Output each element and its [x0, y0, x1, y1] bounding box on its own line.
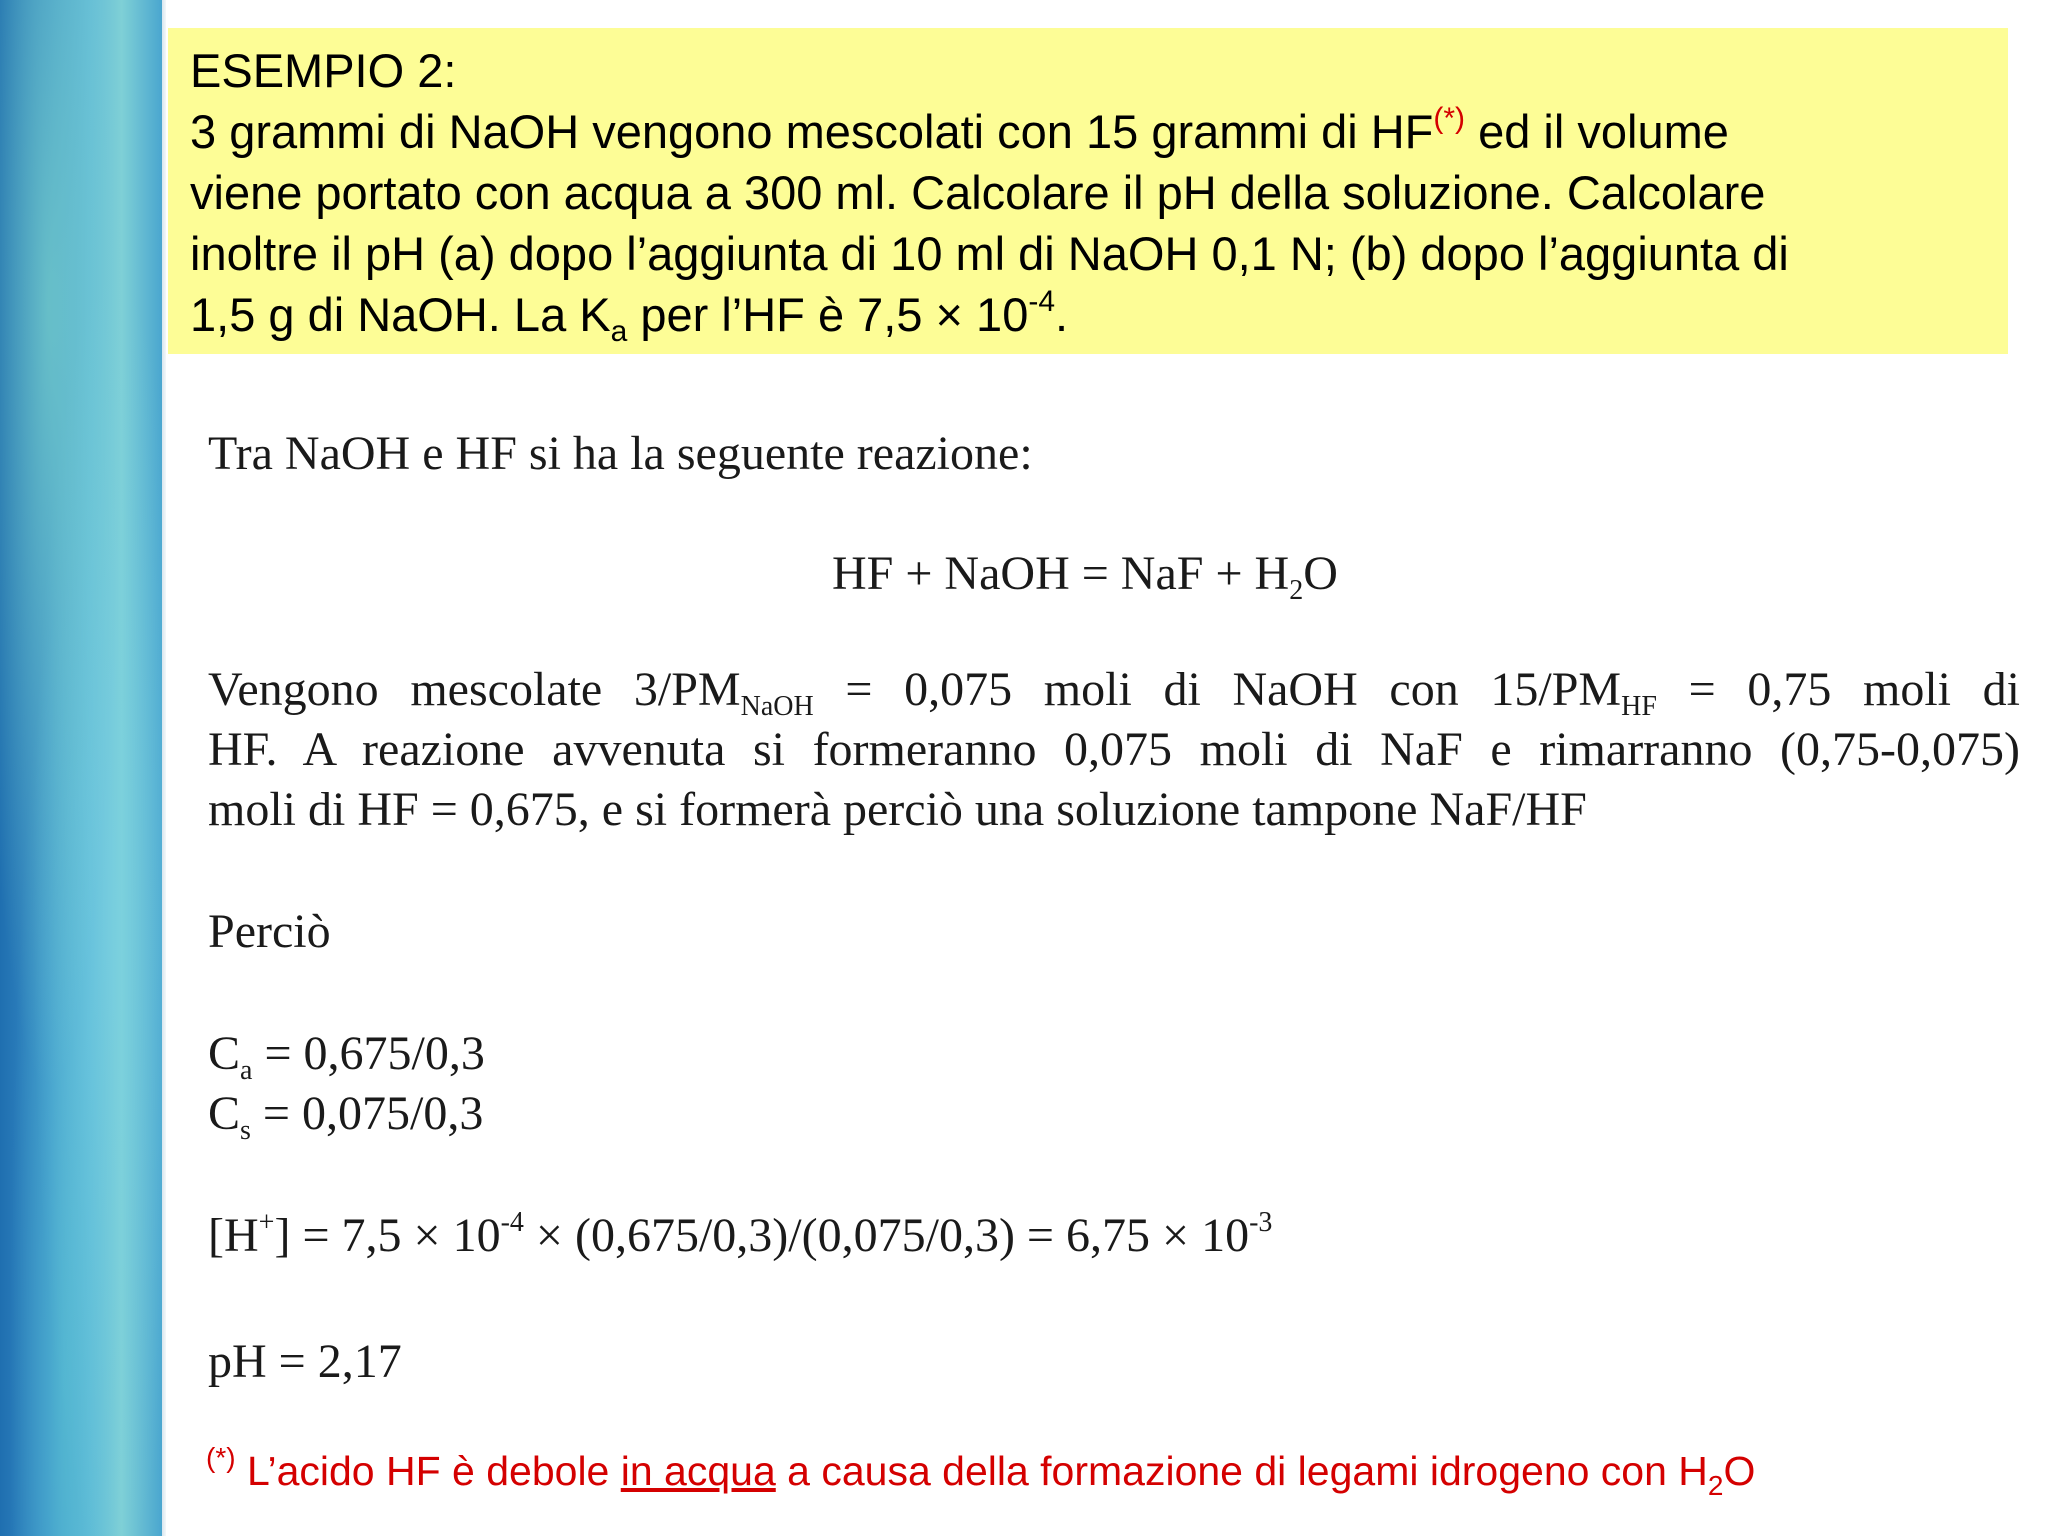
- problem-heading: ESEMPIO 2:: [190, 44, 457, 97]
- problem-line-1: 3 grammi di NaOH vengono mescolati con 15 grammi di HF(*) ed il volume: [190, 102, 1729, 158]
- footnote-reference-mark: (*): [1433, 102, 1466, 135]
- moles-line-2: HF. A reazione avvenuta si formeranno 0,075 moli di NaF e rimarranno (0,75-0,075): [208, 723, 2020, 776]
- reaction-equation: HF + NaOH = NaF + $H_2O$: [832, 547, 1338, 606]
- hydrogen-ion-calculation: $[H^+] = 7,5 \times 10^{-4} \times (0,675/0,3)/(0,075/0,3) = 6,75 \times 10^{-3}$: [208, 1207, 1273, 1262]
- salt-concentration: $C_s = 0,075/0,3$: [208, 1087, 484, 1146]
- sidebar-divider: [162, 0, 166, 1536]
- therefore-label: Perciò: [208, 905, 331, 958]
- acid-concentration: $C_a = 0,675/0,3$: [208, 1027, 485, 1086]
- moles-line-3: moli di HF = 0,675, e si formerà perciò una soluzione tampone NaF/HF: [208, 783, 1587, 836]
- problem-line-4: 1,5 g di NaOH. La $K_a$ per l’HF è $7,5 \times 10^{-4}$.: [190, 285, 1069, 348]
- solution-intro: Tra NaOH e HF si ha la seguente reazione:: [208, 427, 1033, 480]
- underlined-phrase: in acqua: [620, 1448, 776, 1494]
- footnote-mark: (*): [206, 1442, 236, 1473]
- problem-line-3: inoltre il pH (a) dopo l’aggiunta di 10 ml di NaOH 0,1 N; (b) dopo l’aggiunta di: [190, 227, 1789, 280]
- problem-line-2: viene portato con acqua a 300 ml. Calcolare il pH della soluzione. Calcolare: [190, 166, 1766, 219]
- moles-line-1: Vengono mescolate $3/PM_{NaOH} = 0,075$ moli di NaOH con $15/PM_{HF} = 0,75$ moli di: [208, 663, 2020, 722]
- footnote: (*) L’acido HF è debole in acqua a causa della formazione di legami idrogeno con $H_2O$: [206, 1442, 1756, 1501]
- problem-statement-box: [168, 28, 2008, 354]
- decorative-sidebar: [0, 0, 162, 1536]
- ph-result: pH = 2,17: [208, 1335, 402, 1388]
